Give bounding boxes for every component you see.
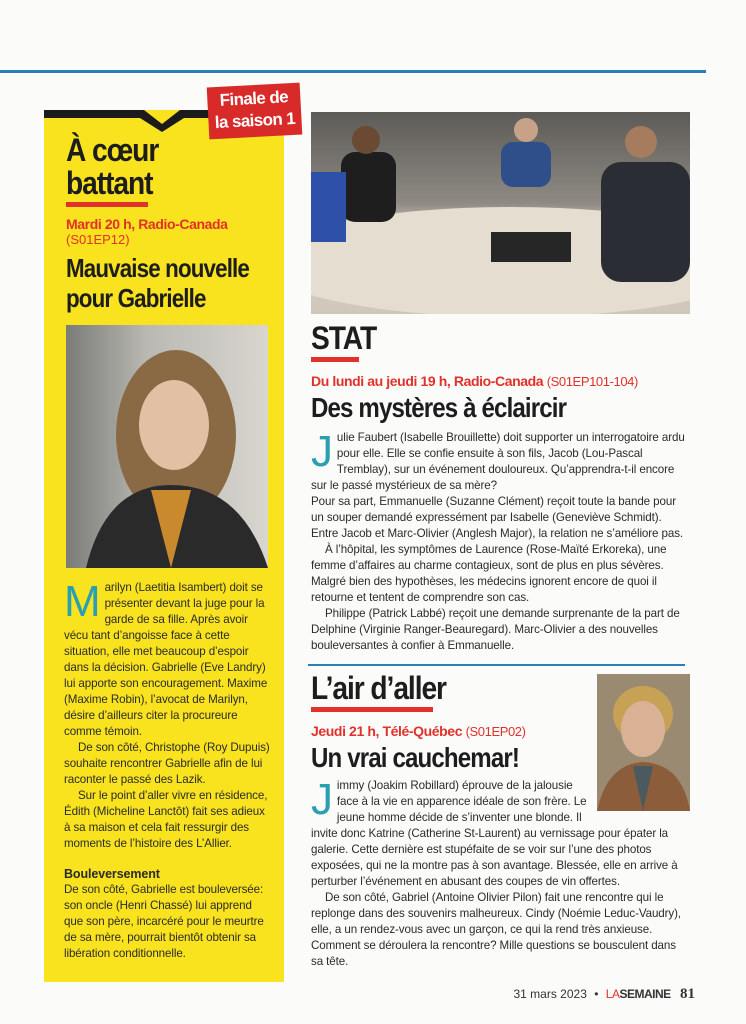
- paragraph: À l’hôpital, les symptômes de Laurence (Rose-Maïté Erkoreka), une femme d’affaires au charme contagieux, sont de plus en plus sévères. Malgré bien des hypothèses, les médecins ignorent encore de quoi il retourne et tentent de comprendre son cas.: [311, 543, 667, 604]
- badge-line: la saison 1: [214, 108, 296, 133]
- issue-date: 31 mars 2023: [513, 987, 587, 1001]
- show-title-line: À cœur: [66, 132, 159, 168]
- episode-code: (S01EP12): [66, 232, 130, 247]
- headline-line: pour Gabrielle: [66, 283, 206, 313]
- section-lair-daller: [311, 670, 685, 970]
- drop-cap: J: [311, 427, 333, 476]
- episode-code: (S01EP02): [465, 724, 526, 739]
- page-number: 81: [680, 986, 695, 1002]
- paragraph: De son côté, Gabriel (Antoine Olivier Pilon) fait une rencontre qui le replonge dans des souvenirs malheureux. Cindy (Noémie Leduc-Vaudry), elle, a un rendez-vous avec un garçon, ce qui la rend très anxieuse. Comment se déroulera la rencontre? Mille questions se bousculent dans sa tête.: [311, 891, 681, 968]
- paragraph: Marilyn (Laetitia Isambert) doit se présenter devant la juge pour la garde de sa fille. Après avoir vécu tant d’angoisse face à cette situation, elle met beaucoup d’espoir dans la décision. Gabrielle (Eve Landry) lui apporte son encouragement. Maxime (Maxime Robin), l’avocat de Marilyn, désire d’ailleurs citer la procureure comme témoin.: [64, 577, 268, 738]
- show-title-stat: STAT: [311, 320, 377, 356]
- headline: [66, 253, 249, 313]
- meeting-image: [311, 112, 690, 314]
- article-body-left: [64, 577, 270, 962]
- title-underline: [311, 357, 359, 362]
- paragraph: Jimmy (Joakim Robillard) éprouve de la jalousie face à la vie en apparence idéale de son frère. Le jeune homme décide de s’inventer une blonde. Il invite donc Katrine (Catherine St-Laurent) au vernissage pour épater la galerie. Cette dernière est stupéfaite de se voir sur l’une des photos exposées, qui ne la montre pas à son avantage. Blessée, elle en arrive à perturber l’événement en abusant des coupes de vin offertes.: [311, 775, 678, 888]
- schedule: [311, 373, 685, 389]
- headline: Des mystères à éclaircir: [311, 392, 567, 423]
- drop-cap: M: [64, 577, 101, 626]
- show-title-a-coeur-battant: [66, 134, 246, 200]
- paragraph: Julie Faubert (Isabelle Brouillette) doit supporter un interrogatoire ardu pour elle. Elle se confie ensuite à son fils, Jacob (Lou-Pascal Tremblay), sur un événement douloureux. Qu’apprendra-t-il encore sur le passé mystérieux de sa mère?: [311, 427, 685, 492]
- paragraph: Pour sa part, Emmanuelle (Suzanne Clément) reçoit toute la bande pour un souper demandé expressément par Isabelle (Geneviève Schmidt). Entre Jacob et Marc-Olivier (Anglesh Major), la relation ne s’améliore pas.: [311, 495, 684, 540]
- page-footer: [514, 970, 696, 1003]
- magazine-logo: LASEMAINE: [605, 987, 671, 1001]
- episode-code: (S01EP101-104): [546, 374, 638, 389]
- show-title-lair-daller: L’air d’aller: [311, 670, 446, 706]
- photo-stat-meeting: [311, 112, 690, 314]
- top-rule: [0, 70, 706, 73]
- title-underline: [311, 707, 433, 712]
- right-column: [311, 112, 695, 1003]
- schedule-text: Du lundi au jeudi 19 h, Radio-Canada: [311, 373, 544, 389]
- show-title-line: battant: [66, 165, 153, 201]
- paragraph: De son côté, Christophe (Roy Dupuis) souhaite rencontrer Gabrielle afin de lui raconter le passé des Lazik.: [64, 741, 270, 786]
- badge-line: Finale de: [219, 87, 289, 110]
- headline: Un vrai cauchemar!: [311, 742, 520, 773]
- yellow-panel: [44, 110, 284, 982]
- drop-cap: J: [311, 775, 333, 824]
- paragraph: Philippe (Patrick Labbé) reçoit une demande surprenante de la part de Delphine (Virginie Ranger-Beauregard). Marc-Olivier a des nouvelles bouleversantes à confier à Emmanuelle.: [311, 607, 680, 652]
- headline-line: Mauvaise nouvelle: [66, 253, 249, 283]
- paragraph: De son côté, Gabrielle est bouleversée: son oncle (Henri Chassé) lui apprend que son père, incarcéré pour le meurtre de sa mère, pourrait bientôt obtenir sa libération conditionnelle.: [64, 883, 264, 960]
- article-body-stat: [311, 427, 685, 654]
- schedule-text: Jeudi 21 h, Télé-Québec: [311, 723, 463, 739]
- schedule: Mardi 20 h, Radio-Canada: [66, 216, 228, 232]
- portrait-image: [66, 325, 268, 568]
- title-underline: [66, 202, 148, 207]
- separator-bullet: •: [594, 987, 599, 1001]
- photo-marilyn: [66, 325, 268, 568]
- section-stat: [311, 314, 685, 654]
- section-rule: [308, 664, 685, 666]
- paragraph: Sur le point d’aller vivre en résidence, Édith (Micheline Lanctôt) fait ses adieux à sa maison et cela fait ressurgir des moments de l’histoire des L’Allier.: [64, 789, 268, 850]
- season-finale-badge: [207, 83, 303, 140]
- subhead: Bouleversement: [64, 867, 160, 881]
